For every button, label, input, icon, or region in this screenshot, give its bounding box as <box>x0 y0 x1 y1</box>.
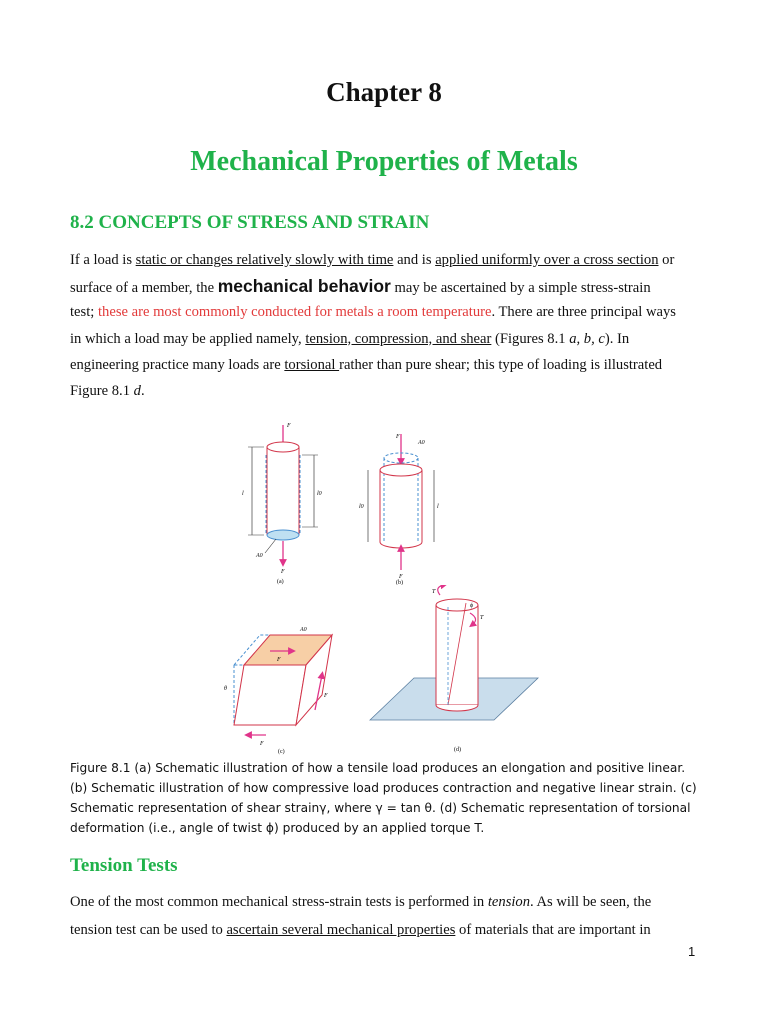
intro-paragraph <box>70 247 698 404</box>
label-T: T <box>432 589 436 595</box>
label-phi: ϕ <box>470 603 474 609</box>
label-l: l <box>242 491 244 497</box>
svg-text:l0: l0 <box>359 504 364 510</box>
para-line: engineering practice many loads are torsional rather than pure shear; this type of loading is illustrated <box>70 356 663 373</box>
svg-text:F: F <box>399 574 403 580</box>
chapter-heading: Chapter 8 <box>326 77 442 107</box>
label-a: (a) <box>277 579 284 585</box>
page-number: 1 <box>688 944 696 959</box>
svg-text:F: F <box>281 569 285 575</box>
figure-d-torsion <box>368 585 540 755</box>
emphasis-text: mechanical behavior <box>217 276 391 297</box>
svg-text:l: l <box>437 504 439 510</box>
tension-paragraph <box>70 888 698 944</box>
svg-text:T: T <box>480 615 484 621</box>
para-line: Figure 8.1 d. <box>70 382 145 399</box>
para-line: If a load is static or changes relatively slowly with time and is applied uniformly over a cross section or <box>70 252 675 268</box>
figure-b-compression <box>356 430 446 585</box>
para-line: tension test can be used to ascertain several mechanical properties of materials that are important in <box>70 922 651 938</box>
para-line: in which a load may be applied namely, tension, compression, and shear (Figures 8.1 a, b, c). In <box>70 330 630 347</box>
para-line: One of the most common mechanical stress-strain tests is performed in tension. As will be seen, the <box>70 894 652 910</box>
highlight-text: these are most commonly conducted for metals a room temperature <box>97 304 492 321</box>
chapter-title: Mechanical Properties of Metals <box>190 146 578 177</box>
label-F: F <box>287 423 291 429</box>
torque-arrow <box>438 585 444 595</box>
label-b: (b) <box>396 580 403 585</box>
figure-caption: Figure 8.1 (a) Schematic illustration of how a tensile load produces an elongation and positive linear. (b) Schematic illustration of how compressive load produces contraction and negative linear strain. (c) Schematic representation of shear strainγ, where γ = tan θ. (d) Schematic representation of torsional deformation (i.e., angle of twist ϕ) produced by an applied torque T. <box>70 761 697 835</box>
svg-text:A0: A0 <box>300 627 307 633</box>
para-line: surface of a member, the mechanical behavior may be ascertained by a simple stress-strain <box>70 276 651 297</box>
svg-text:A0: A0 <box>418 440 425 446</box>
label-theta: θ <box>224 686 227 692</box>
tension-tests-heading: Tension Tests <box>70 855 178 876</box>
label-c: (c) <box>278 749 285 755</box>
svg-text:F: F <box>324 693 328 699</box>
label-l0: l0 <box>317 491 322 497</box>
label-A0: A0 <box>256 553 263 559</box>
svg-text:F: F <box>396 434 400 440</box>
svg-text:F: F <box>260 741 264 747</box>
label-d: (d) <box>454 747 461 753</box>
para-line: test; these are most commonly conducted for metals a room temperature. There are three principal ways <box>70 304 676 321</box>
section-heading: 8.2 CONCEPTS OF STRESS AND STRAIN <box>70 212 430 233</box>
figure-a-tension <box>238 415 328 585</box>
figure-c-shear <box>222 615 342 755</box>
svg-text:F: F <box>277 657 281 663</box>
